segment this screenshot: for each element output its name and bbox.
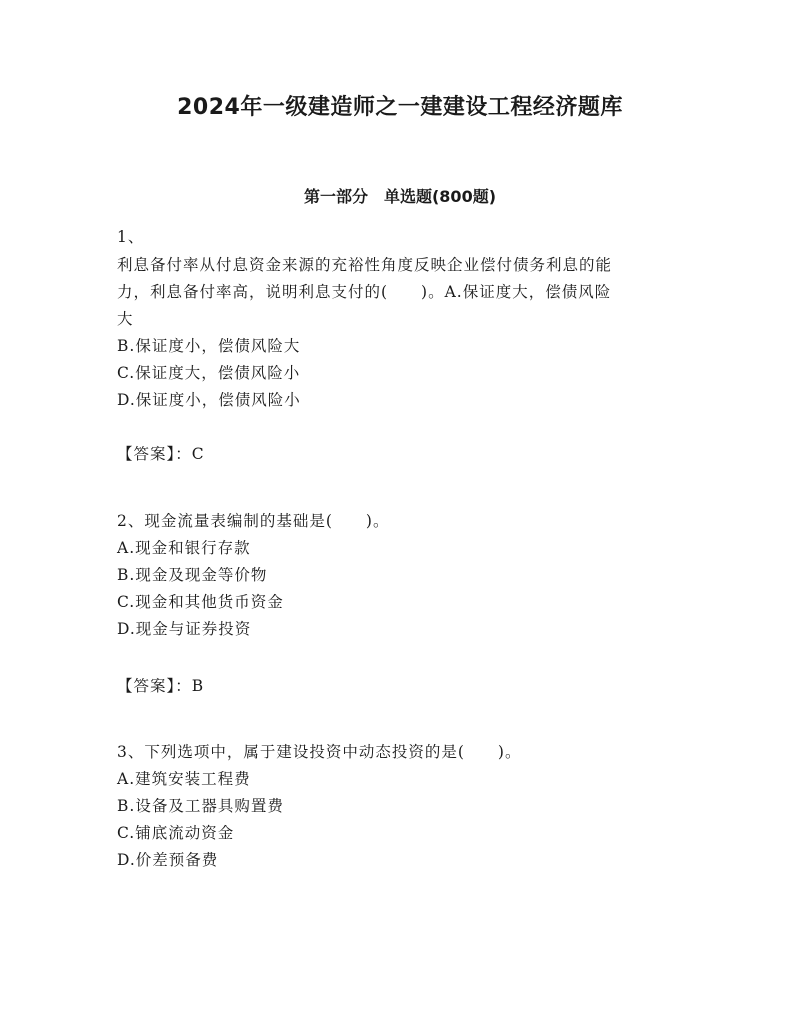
q1-answer: 【答案】：C xyxy=(117,445,205,463)
q1-option-d: D.保证度小，偿债风险小 xyxy=(117,391,301,409)
q1-number: 1、 xyxy=(117,228,145,246)
section-title: 第一部分 单选题(800题) xyxy=(303,187,497,206)
q1-stem-line2: 力，利息备付率高，说明利息支付的( )。A.保证度大，偿债风险 xyxy=(117,283,612,301)
q2-option-c: C.现金和其他货币资金 xyxy=(117,593,284,611)
q3-option-a: A.建筑安装工程费 xyxy=(117,770,251,788)
q1-option-c: C.保证度大，偿债风险小 xyxy=(117,364,301,382)
q3-option-c: C.铺底流动资金 xyxy=(117,824,235,842)
q2-option-d: D.现金与证券投资 xyxy=(117,620,252,638)
q3-option-b: B.设备及工器具购置费 xyxy=(117,797,284,815)
q3-stem: 3、下列选项中，属于建设投资中动态投资的是( )。 xyxy=(117,743,522,761)
q2-option-b: B.现金及现金等价物 xyxy=(117,566,268,584)
q2-option-a: A.现金和银行存款 xyxy=(117,539,251,557)
q1-option-b: B.保证度小，偿债风险大 xyxy=(117,337,301,355)
q3-option-d: D.价差预备费 xyxy=(117,851,219,869)
q1-stem-line1: 利息备付率从付息资金来源的充裕性角度反映企业偿付债务利息的能 xyxy=(117,256,613,274)
document-title: 2024年一级建造师之一建建设工程经济题库 xyxy=(177,95,623,120)
q2-stem: 2、现金流量表编制的基础是( )。 xyxy=(117,512,390,530)
q2-answer: 【答案】：B xyxy=(117,677,205,695)
q1-stem-line3: 大 xyxy=(117,310,134,328)
